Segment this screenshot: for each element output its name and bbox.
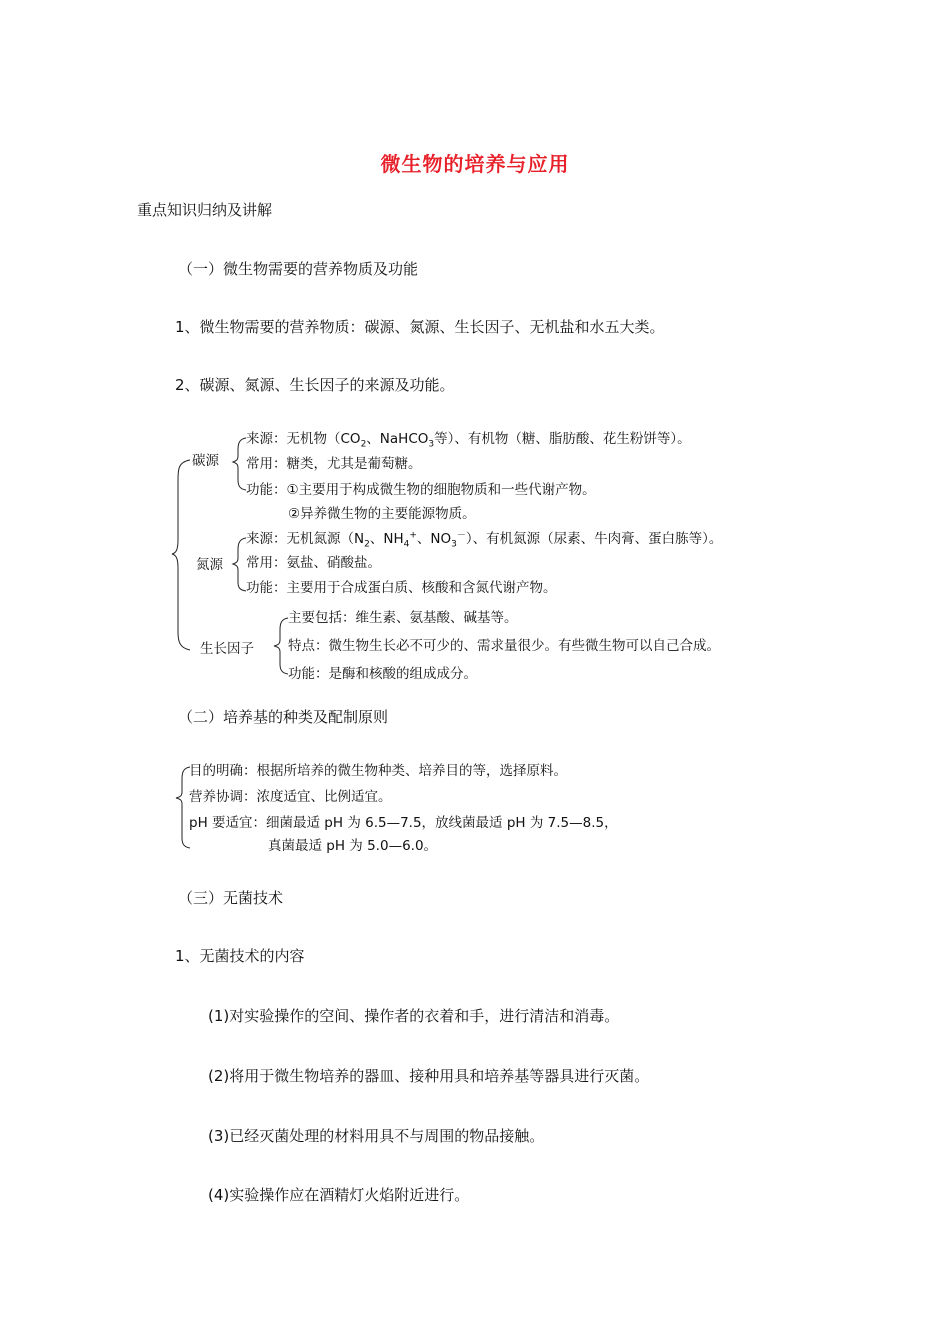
- growth-factor-function: 功能：是酶和核酸的组成成分。: [288, 666, 477, 682]
- medium-principle-nutrition: 营养协调：浓度适宜、比例适宜。: [189, 789, 392, 805]
- section-heading-3: （三）无菌技术: [178, 889, 284, 907]
- carbon-source-function-2: ②异养微生物的主要能源物质。: [288, 506, 476, 522]
- source-function-item: 2、碳源、氮源、生长因子的来源及功能。: [175, 376, 455, 394]
- aseptic-point-1: (1)对实验操作的空间、操作者的衣着和手，进行清洁和消毒。: [208, 1007, 620, 1025]
- aseptic-point-2: (2)将用于微生物培养的器皿、接种用具和培养基等器具进行灭菌。: [208, 1067, 650, 1085]
- nutrient-list-item: 1、微生物需要的营养物质：碳源、氮源、生长因子、无机盐和水五大类。: [175, 318, 665, 336]
- medium-principle-goal: 目的明确：根据所培养的微生物种类、培养目的等，选择原料。: [189, 763, 567, 779]
- carbon-source-origin: 来源：无机物（$CO_2$、NaHCO$_3$等）、有机物（糖、脂肪酸、花生粉饼等）。: [246, 431, 691, 450]
- growth-factor-include: 主要包括：维生素、氨基酸、碱基等。: [288, 610, 518, 626]
- section-heading-1: （一）微生物需要的营养物质及功能: [178, 260, 419, 278]
- carbon-source-common: 常用：糖类，尤其是葡萄糖。: [246, 456, 422, 472]
- medium-principle-ph: pH 要适宜：细菌最适 pH 为 6.5—7.5，放线菌最适 pH 为 7.5—8.5，: [189, 815, 618, 831]
- growth-factor-label: 生长因子: [200, 641, 254, 657]
- aseptic-content-item: 1、无菌技术的内容: [175, 947, 305, 965]
- medium-principle-ph-fungi: 真菌最适 pH 为 5.0—6.0。: [268, 838, 438, 854]
- aseptic-point-4: (4)实验操作应在酒精灯火焰附近进行。: [208, 1186, 470, 1204]
- section-subtitle: 重点知识归纳及讲解: [137, 201, 273, 219]
- nitrogen-source-common: 常用：氨盐、硝酸盐。: [246, 555, 381, 571]
- carbon-source-function-1: 功能：①主要用于构成微生物的细胞物质和一些代谢产物。: [246, 482, 596, 498]
- section-heading-2: （二）培养基的种类及配制原则: [178, 708, 389, 726]
- nitrogen-source-origin: 来源：无机氮源（$N_2$、$NH_4^+$、$NO_3^-$）、有机氮源（尿素、牛肉膏、蛋白胨等）。: [246, 530, 723, 550]
- aseptic-point-3: (3)已经灭菌处理的材料用具不与周围的物品接触。: [208, 1127, 545, 1145]
- growth-factor-feature: 特点：微生物生长必不可少的、需求量很少。有些微生物可以自己合成。: [288, 638, 720, 654]
- nitrogen-source-function: 功能：主要用于合成蛋白质、核酸和含氮代谢产物。: [246, 580, 557, 596]
- carbon-source-label: 碳源: [192, 453, 219, 469]
- document-title: 微生物的培养与应用: [380, 152, 570, 176]
- nitrogen-source-label: 氮源: [196, 557, 223, 573]
